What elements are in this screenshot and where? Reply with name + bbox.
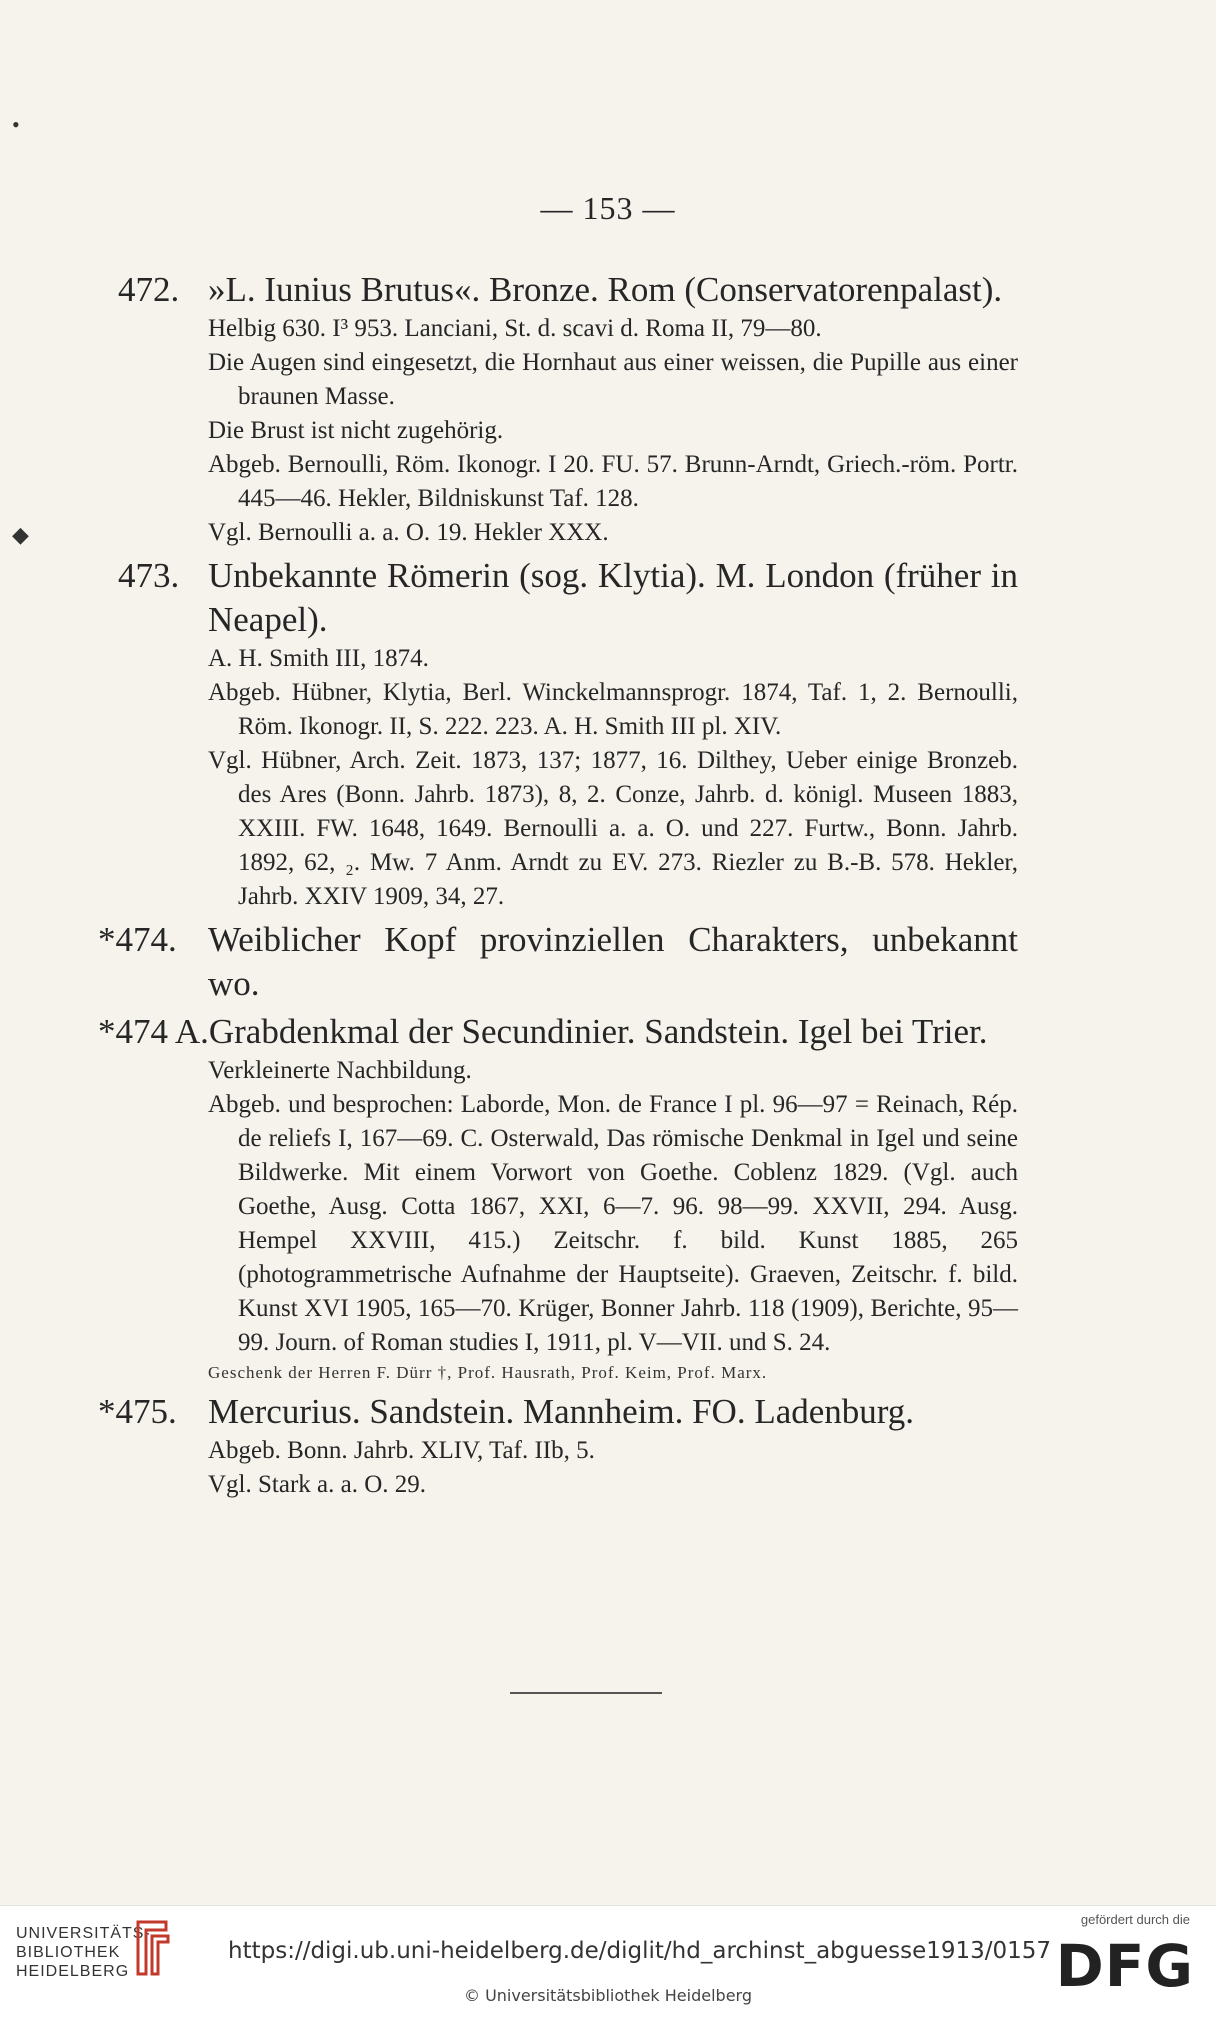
closing-rule: [510, 1692, 662, 1694]
viewer-footer: [0, 1905, 1216, 2044]
entry-475: [98, 1390, 1018, 1502]
entry-line: Die Brust ist nicht zugehörig.: [208, 417, 504, 444]
entry-line: Abgeb. und besprochen: Laborde, Mon. de France I pl. 96—97 = Reinach, Rép. de reliefs I, 167—69. C. Osterwald, Das römische Denkmal in Igel und seine Bildwerke. Mit einem Vorwort von Goethe. Coblenz 1829. (Vgl. auch Goethe, Ausg. Cotta 1867, XXI, 6—7. 96. 98—99. XXVII, 294. Ausg. Hempel XXVIII, 415.) Zeitschr. f. bild. Kunst 1885, 265 (photogrammetrische Aufnahme der Hauptseite). Graeven, Zeitschr. f. bild. Kunst XVI 1905, 165—70. Krüger, Bonner Jahrb. 118 (1909), Berichte, 95—99. Journ. of Roman studies I, 1911, pl. V—VII. und S. 24.: [208, 1091, 1018, 1356]
entry-line: Vgl. Hübner, Arch. Zeit. 1873, 137; 1877, 16. Dilthey, Ueber einige Bronzeb. des Ares (Bonn. Jahrb. 1873), 8, 2. Conze, Jahrb. d. königl. Museen 1883, XXIII. FW. 1648, 1649. Bernoulli a. a. O. und 227. Furtw., Bonn. Jahrb. 1892, 62, ₂. Mw. 7 Anm. Arndt zu EV. 273. Riezler zu B.-B. 578. Hekler, Jahrb. XXIV 1909, 34, 27.: [208, 747, 1018, 910]
entry-title: Mercurius. Sandstein. Mannheim. FO. Ladenburg.: [208, 1392, 915, 1431]
entry-line: Abgeb. Bonn. Jahrb. XLIV, Taf. IIb, 5.: [208, 1437, 595, 1464]
entry-number: 472.: [118, 270, 180, 309]
margin-arrow-icon: ◆: [12, 522, 29, 547]
entry-heading: [118, 268, 1018, 312]
entry-472: [118, 268, 1018, 550]
library-emblem-icon: [130, 1918, 174, 1978]
permalink-url[interactable]: https://digi.ub.uni-heidelberg.de/diglit/hd_archinst_abguesse1913/0157: [228, 1938, 1052, 1964]
entry-number: 473.: [118, 556, 180, 595]
entry-number: *474 A.: [98, 1012, 209, 1051]
entry-line: Abgeb. Hübner, Klytia, Berl. Winckelmannsprogr. 1874, Taf. 1, 2. Bernoulli, Röm. Ikonogr. II, S. 222. 223. A. H. Smith III pl. XIV.: [208, 679, 1018, 740]
page-number: — 153 —: [540, 190, 676, 226]
entry-title: Grabdenkmal der Secundinier. Sandstein. Igel bei Trier.: [208, 1012, 988, 1051]
entry-line: Vgl. Stark a. a. O. 29.: [208, 1471, 427, 1498]
entry-heading: [98, 1010, 1018, 1054]
dfg-logo[interactable]: DFG: [1055, 1932, 1194, 2000]
library-logo-line: HEIDELBERG: [16, 1963, 130, 1980]
entry-number: *474.: [98, 920, 177, 959]
donation-note: Geschenk der Herren F. Dürr †, Prof. Hausrath, Prof. Keim, Prof. Marx.: [208, 1363, 768, 1382]
entry-473: [118, 554, 1018, 914]
entry-title: Unbekannte Römerin (sog. Klytia). M. London (früher in Neapel).: [208, 556, 1018, 639]
copyright-notice: © Universitätsbibliothek Heidelberg: [463, 1986, 752, 2005]
dfg-caption: gefördert durch die: [1080, 1912, 1190, 1927]
entry-title: Weiblicher Kopf provinziellen Charakters, unbekannt wo.: [208, 920, 1018, 1003]
margin-speck-icon: •: [12, 112, 20, 137]
entry-heading: [98, 1390, 1018, 1434]
library-logo-line: BIBLIOTHEK: [16, 1944, 121, 1961]
entry-heading: [98, 918, 1018, 1006]
entry-line: Helbig 630. I³ 953. Lanciani, St. d. scavi d. Roma II, 79—80.: [208, 315, 822, 342]
entry-474a: [98, 1010, 1018, 1386]
entry-title: »L. Iunius Brutus«. Bronze. Rom (Conservatorenpalast).: [208, 270, 1003, 309]
entry-line: Die Augen sind eingesetzt, die Hornhaut aus einer weissen, die Pupille aus einer braunen Masse.: [208, 349, 1018, 410]
library-logo-line: UNIVERSITÄTS-: [16, 1925, 151, 1942]
entry-number: *475.: [98, 1392, 177, 1431]
catalogue-entries: [98, 268, 1018, 1506]
entry-line: Abgeb. Bernoulli, Röm. Ikonogr. I 20. FU. 57. Brunn-Arndt, Griech.-röm. Portr. 445—46. Hekler, Bildniskunst Taf. 128.: [208, 451, 1018, 512]
entry-heading: [118, 554, 1018, 642]
entry-line: A. H. Smith III, 1874.: [208, 645, 429, 672]
entry-line: Vgl. Bernoulli a. a. O. 19. Hekler XXX.: [208, 519, 609, 546]
entry-474: [98, 918, 1018, 1006]
entry-line: Verkleinerte Nachbildung.: [208, 1057, 472, 1084]
